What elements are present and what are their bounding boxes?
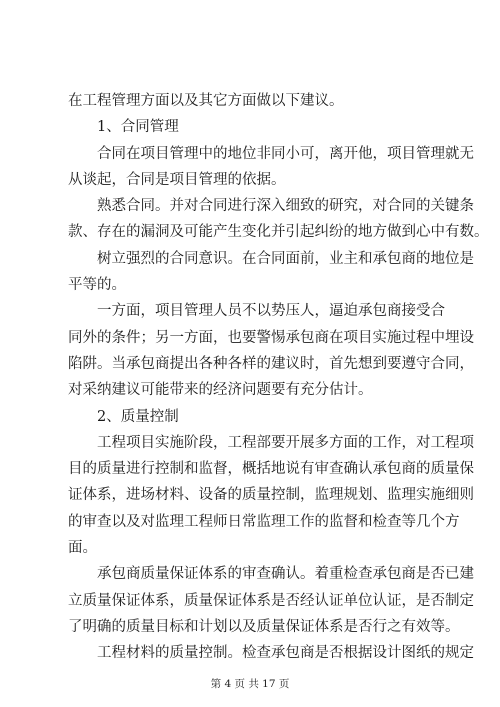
text-line: 合同在项目管理中的地位非同小可，离开他，项目管理就无 xyxy=(97,145,474,162)
text-line: 陷阱。当承包商提出各种各样的建议时，首先想到要遵守合同， xyxy=(68,355,474,372)
text-line: 平等的。 xyxy=(68,277,126,294)
text-line: 面。 xyxy=(68,540,97,557)
document-body xyxy=(68,88,489,667)
text-line: 同外的条件；另一方面，也要警惕承包商在项目实施过程中埋设 xyxy=(68,329,474,346)
text-line: 证体系，进场材料、设备的质量控制，监理规划、监理实施细则 xyxy=(68,487,474,504)
text-line: 2、质量控制 xyxy=(97,408,179,425)
text-line: 1、合同管理 xyxy=(97,119,179,136)
text-line: 立质量保证体系，质量保证体系是否经认证单位认证，是否制定 xyxy=(68,592,474,609)
text-line: 目的质量进行控制和监督，概括地说有审查确认承包商的质量保 xyxy=(68,461,474,478)
text-line: 款、存在的漏洞及可能产生变化并引起纠纷的地方做到心中有数。 xyxy=(68,224,489,241)
page-footer: 第 4 页 共 17 页 xyxy=(210,678,290,690)
text-line: 的审查以及对监理工程师日常监理工作的监督和检查等几个方 xyxy=(68,513,460,530)
text-line: 一方面，项目管理人员不以势压人，逼迫承包商接受合 xyxy=(97,303,445,320)
text-line: 工程项目实施阶段，工程部要开展多方面的工作，对工程项 xyxy=(97,434,474,451)
text-line: 工程材料的质量控制。检查承包商是否根据设计图纸的规定 xyxy=(97,645,474,662)
text-line: 对采纳建议可能带来的经济问题要有充分估计。 xyxy=(68,382,373,399)
text-line: 承包商质量保证体系的审查确认。着重检查承包商是否已建 xyxy=(97,566,474,583)
text-line: 从谈起，合同是项目管理的依据。 xyxy=(68,171,286,188)
text-line: 树立强烈的合同意识。在合同面前，业主和承包商的地位是 xyxy=(97,250,474,267)
text-line: 熟悉合同。并对合同进行深入细致的研究，对合同的关键条 xyxy=(97,198,474,215)
text-line: 在工程管理方面以及其它方面做以下建议。 xyxy=(68,93,344,109)
text-line: 了明确的质量目标和计划以及质量保证体系是否行之有效等。 xyxy=(68,618,460,635)
